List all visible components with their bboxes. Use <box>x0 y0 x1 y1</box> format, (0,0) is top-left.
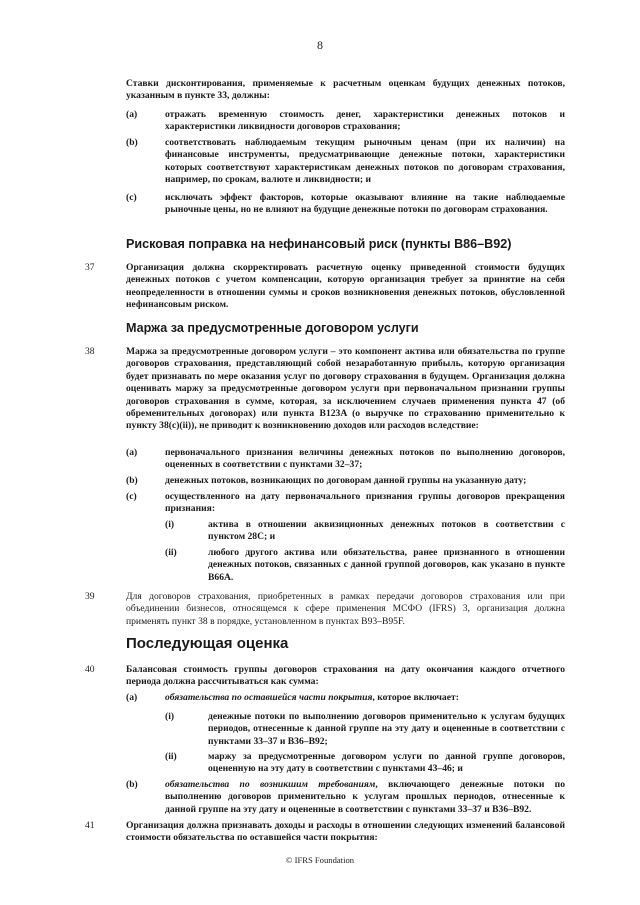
paragraph-38-item-a-label: (a) <box>126 447 138 458</box>
intro-item-a-text: отражать временную стоимость денег, характеристики денежных потоков и характеристики ликвидности договоров страхования; <box>165 109 565 133</box>
paragraph-40-subitem-ii-text: маржу за предусмотренные договором услуги по данной группе договоров, оцененную на эту дату в соответствии с пунктами 43–46; и <box>208 751 565 775</box>
paragraph-40-item-b-label: (b) <box>126 779 138 790</box>
heading-contractual-service-margin: Маржа за предусмотренные договором услуги <box>126 321 419 335</box>
paragraph-40-number: 40 <box>85 664 95 675</box>
paragraph-38-item-c-label: (c) <box>126 491 137 502</box>
paragraph-38-subitem-i-label: (i) <box>165 519 175 530</box>
heading-risk-adjustment: Рисковая поправка на нефинансовый риск (пункты B86–B92) <box>126 237 512 251</box>
paragraph-40-item-a-rest: , которое включает: <box>372 692 459 703</box>
paragraph-38-subitem-ii-label: (ii) <box>165 547 177 558</box>
paragraph-40-subitem-i-label: (i) <box>165 711 175 722</box>
paragraph-41-text: Организация должна признавать доходы и расходы в отношении следующих изменений балансовой стоимости обязательства по оставшейся части покрытия: <box>126 820 565 844</box>
paragraph-38-item-a-text: первоначального признания величины денежных потоков по выполнению договоров, оцененных в соответствии с пунктами 32–37; <box>165 447 565 471</box>
liability-remaining-coverage-term: обязательства по оставшейся части покрытия <box>165 692 373 703</box>
paragraph-40-subitem-ii-label: (ii) <box>165 751 177 762</box>
intro-item-b-label: (b) <box>126 137 138 148</box>
paragraph-40-subitem-i-text: денежные потоки по выполнению договоров применительно к услугам будущих периодов, отнесенные к данной группе на эту дату и оцененные в соответствии с пунктами 33–37 и B36–B92; <box>208 711 565 747</box>
paragraph-41-number: 41 <box>85 820 95 831</box>
intro-item-c-label: (c) <box>126 192 137 203</box>
paragraph-38-subitem-ii-text: любого другого актива или обязательства, ранее признанного в отношении денежных потоков, связанных с данной группой договоров, как указано в пункте B66A. <box>208 547 565 583</box>
paragraph-40-text: Балансовая стоимость группы договоров страхования на дату окончания каждого отчетного периода должна рассчитываться как сумма: <box>126 664 565 688</box>
heading-subsequent-measurement: Последующая оценка <box>126 635 289 652</box>
paragraph-38-number: 38 <box>85 346 95 357</box>
paragraph-38-text: Маржа за предусмотренные договором услуги – это компонент актива или обязательства по группе договоров страхования, представляющий собой незаработанную прибыль, которую организация будет признавать по мере оказания услуг по договору страхования в будущем. Организация должна оценивать маржу за предусмотренные договором услуги при первоначальном признании группы договоров страхования в сумме, которая, за исключением случаев применения пункта 47 (об обременительных договорах) или пункта B123A (о выручке по страхованию применительно к пункту 38(c)(ii)), не приводит к возникновению доходов или расходов вследствие: <box>126 346 565 432</box>
intro-item-b-text: соответствовать наблюдаемым текущим рыночным ценам (при их наличии) на финансовые инструменты, предусматривающие денежные потоки, характеристики которых соответствуют характеристикам денежных потоков по договорам страхования, например, по срокам, валюте и ликвидности; и <box>165 137 565 186</box>
paragraph-38-subitem-i-text: актива в отношении аквизиционных денежных потоков в соответствии с пунктом 28C; и <box>208 519 565 543</box>
intro-paragraph: Ставки дисконтирования, применяемые к расчетным оценкам будущих денежных потоков, указанным в пункте 33, должны: <box>126 78 565 102</box>
paragraph-38-item-b-text: денежных потоков, возникающих по договорам данной группы на указанную дату; <box>165 475 527 486</box>
intro-item-a-label: (a) <box>126 109 138 120</box>
paragraph-37-text: Организация должна скорректировать расчетную оценку приведенной стоимости будущих денежных потоков с учетом компенсации, которую организация требует за принятие на себя неопределенности в отношении суммы и сроков возникновения денежных потоков, обусловленной нефинансовым риском. <box>126 262 565 311</box>
paragraph-39-text: Для договоров страхования, приобретенных в рамках передачи договоров страхования или при объединении бизнесов, относящемся к сфере применения МСФО (IFRS) 3, организация должна применять пункт 38 в порядке, установленном в пунктах B93–B95F. <box>126 591 565 627</box>
paragraph-40-item-a-label: (a) <box>126 692 138 703</box>
page-footer: © IFRS Foundation <box>285 855 355 865</box>
paragraph-37-number: 37 <box>85 262 95 273</box>
paragraph-40-item-b-rest: , включающего денежные потоки по выполнению договоров применительно к услугам прошлых периодов, отнесенные к данной группе на эту дату и оцененные в соответствии с пунктами 33–37 и B36–B92. <box>165 779 565 815</box>
paragraph-40-item-a-text <box>165 692 565 704</box>
paragraph-38-item-b-label: (b) <box>126 475 138 486</box>
intro-item-c-text: исключать эффект факторов, которые оказывают влияние на такие наблюдаемые рыночные цены, но не влияют на будущие денежные потоки по договорам страхования. <box>165 192 565 216</box>
paragraph-38-item-c-text: осуществленного на дату первоначального признания группы договоров прекращения признания: <box>165 491 565 515</box>
paragraph-39-number: 39 <box>85 591 95 602</box>
paragraph-40-item-b-text <box>165 779 565 816</box>
liability-incurred-claims-term: обязательства по возникшим требованиям <box>165 779 376 790</box>
page-number: 8 <box>317 38 323 52</box>
